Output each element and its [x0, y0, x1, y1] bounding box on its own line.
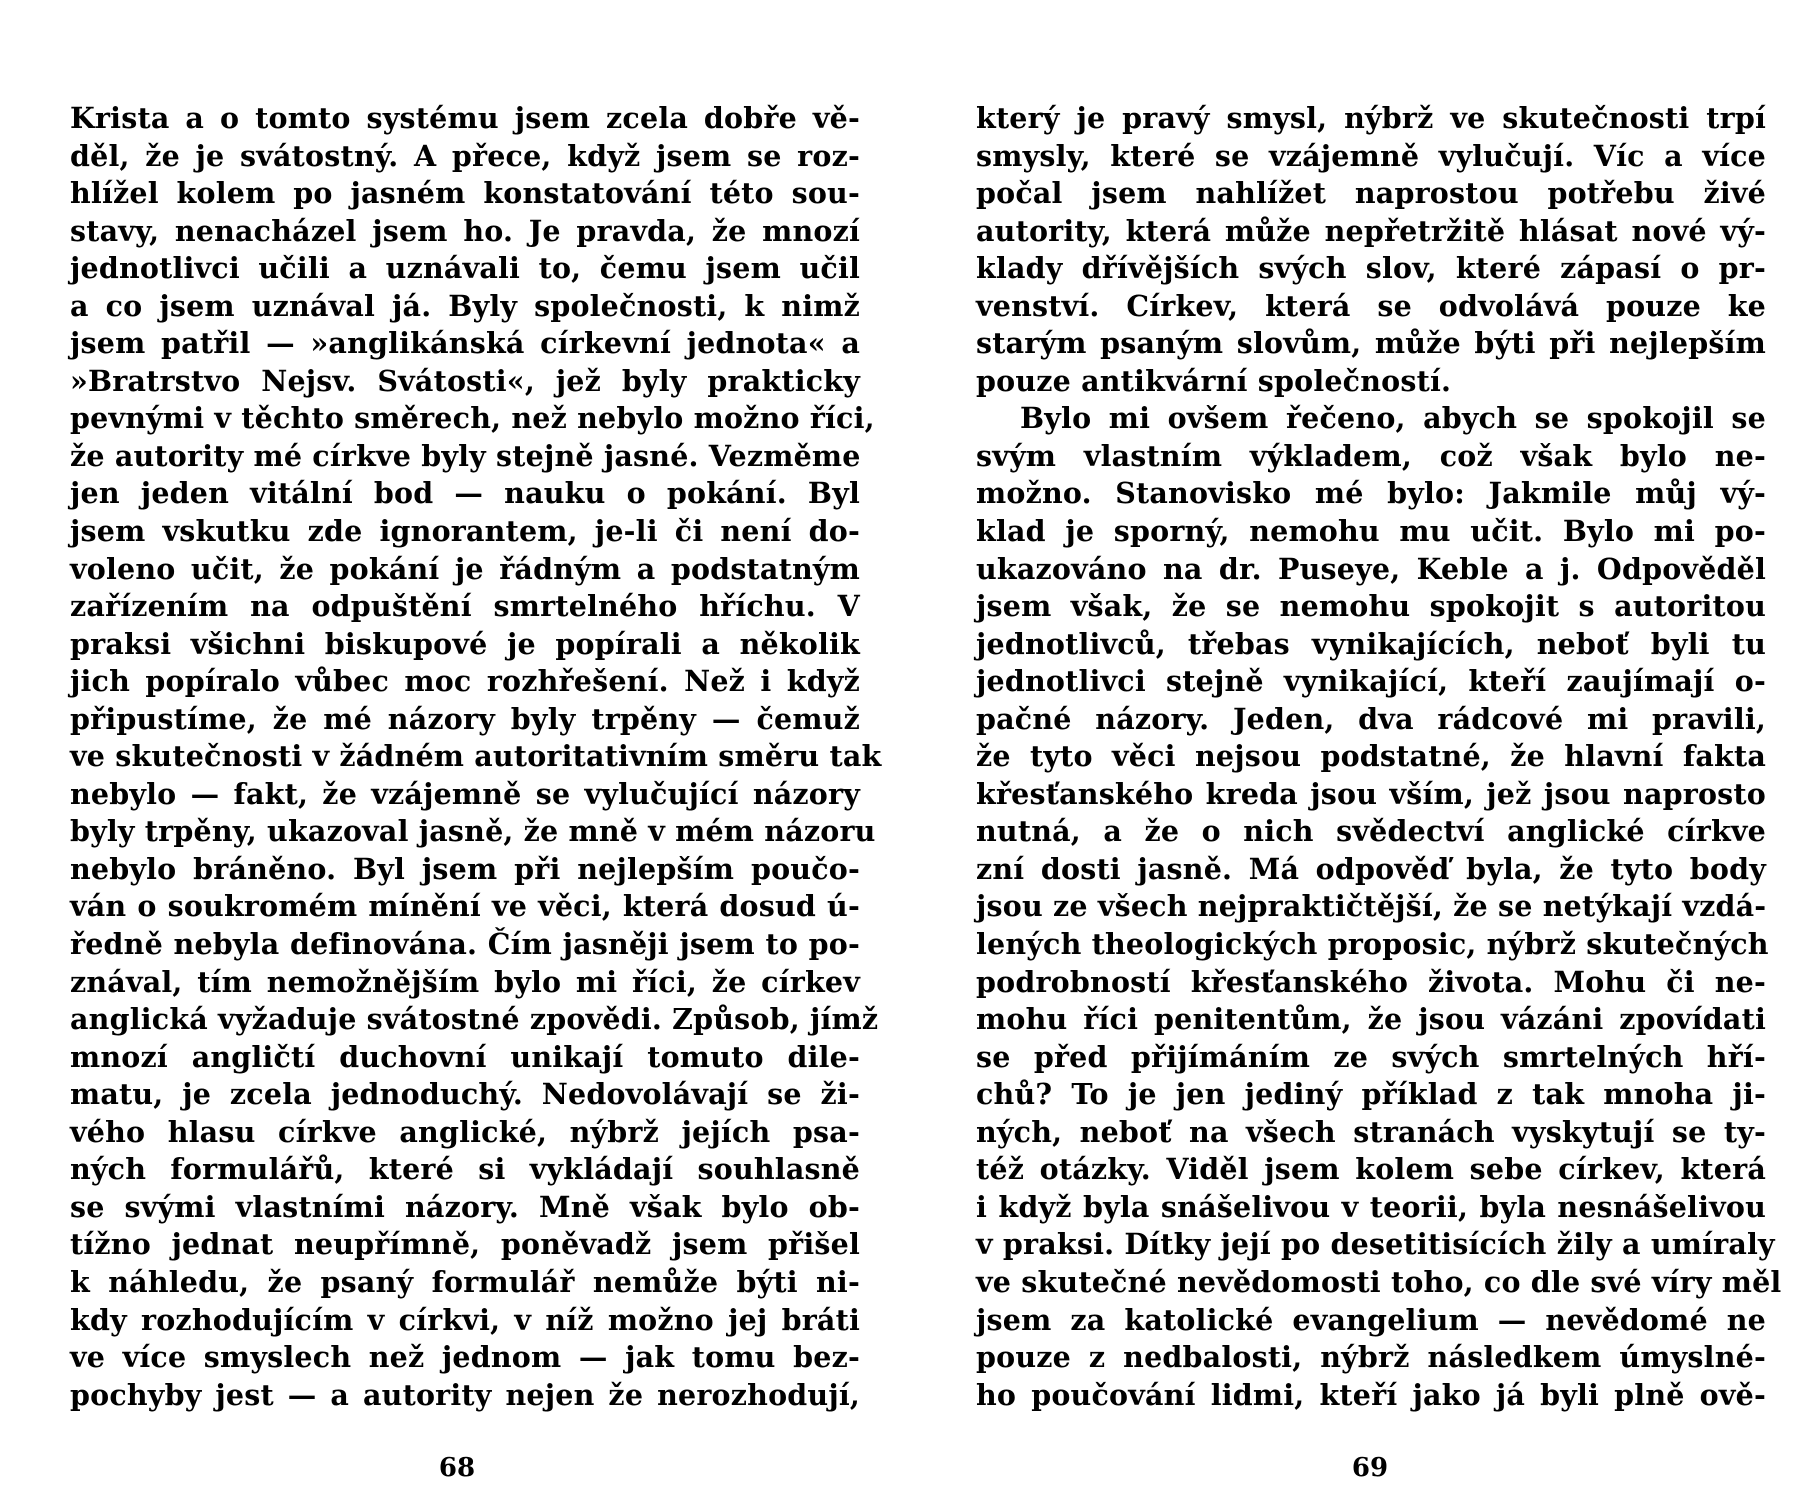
text-line: ných, neboť na všech stranách vyskytují se ty-	[976, 1114, 1766, 1149]
text-line: zařízením na odpuštění smrtelného hříchu. V	[70, 589, 860, 624]
text-line: »Bratrstvo Nejsv. Svátosti«, jež byly prakticky	[70, 363, 860, 398]
text-line: jsou ze všech nejpraktičtější, že se netýkají vzdá-	[976, 889, 1767, 924]
text-line: klad je sporný, nemohu mu učit. Bylo mi po-	[976, 514, 1766, 549]
text-line: připustíme, že mé názory byly trpěny — čemuž	[70, 701, 860, 736]
text-line: praksi všichni biskupové je popírali a několik	[70, 626, 860, 661]
text-line: ván o soukromém mínění ve věci, která dosud ú-	[70, 889, 860, 924]
text-line: že tyto věci nejsou podstatné, že hlavní fakta	[976, 739, 1766, 774]
right-page-text	[976, 100, 1782, 1414]
text-line: kdy rozhodujícím v církvi, v níž možno jej bráti	[70, 1302, 860, 1337]
text-line: Krista a o tomto systému jsem zcela dobře vě-	[70, 101, 860, 135]
text-line: podrobností křesťanského života. Mohu či ne-	[976, 964, 1766, 999]
text-line: svým vlastním výkladem, což však bylo ne-	[976, 438, 1766, 473]
text-line: možno. Stanovisko mé bylo: Jakmile můj vý-	[976, 476, 1766, 511]
text-line: pochyby jest — a autority nejen že nerozhodují,	[70, 1377, 860, 1412]
text-line: venství. Církev, která se odvolává pouze ke	[976, 288, 1766, 323]
text-line: jich popíralo vůbec moc rozhřešení. Než i když	[70, 664, 860, 699]
text-line: ve skutečné nevědomosti toho, co dle své víry měl	[976, 1264, 1782, 1299]
text-line: mnozí angličtí duchovní unikají tomuto dile-	[70, 1039, 860, 1074]
text-line: ředně nebyla definována. Čím jasněji jsem to po-	[70, 927, 860, 962]
text-line: anglická vyžaduje svátostné zpovědi. Způsob, jímž	[70, 1002, 879, 1037]
text-line: v praksi. Dítky její po desetitisících žily a umíraly	[976, 1227, 1775, 1262]
text-line: i když byla snášelivou v teorii, byla nesnášelivou	[976, 1189, 1766, 1224]
text-line: se před přijímáním ze svých smrtelných hří-	[976, 1039, 1766, 1074]
text-line: jednotlivců, třebas vynikajících, neboť byli tu	[976, 626, 1766, 661]
text-line: též otázky. Viděl jsem kolem sebe církev, která	[976, 1152, 1766, 1187]
text-line: děl, že je svátostný. A přece, když jsem se roz-	[70, 138, 860, 173]
text-line: ukazováno na dr. Puseye, Keble a j. Odpověděl	[976, 551, 1766, 586]
text-line: nutná, a že o nich svědectví anglické církve	[976, 814, 1766, 849]
text-line: voleno učit, že pokání je řádným a podstatným	[70, 551, 860, 586]
text-line: autority, která může nepřetržitě hlásat nové vý-	[976, 213, 1766, 248]
text-line: znával, tím nemožnějším bylo mi říci, že církev	[70, 964, 860, 999]
text-line: a co jsem uznával já. Byly společnosti, k nimž	[70, 288, 860, 323]
text-line: hlížel kolem po jasném konstatování této sou-	[70, 176, 860, 211]
text-line: vého hlasu církve anglické, nýbrž jejích psa-	[70, 1114, 860, 1149]
text-line: jednotlivci učili a uznávali to, čemu jsem učil	[70, 251, 860, 286]
text-line: ve skutečnosti v žádném autoritativním směru tak	[70, 739, 882, 774]
text-line: pouze z nedbalosti, nýbrž následkem úmyslné-	[976, 1340, 1766, 1375]
text-line: starým psaným slovům, může býti při nejlepším	[976, 326, 1766, 361]
text-line: že autority mé církve byly stejně jasné. Vezměme	[70, 438, 861, 473]
text-line: jsem za katolické evangelium — nevědomé ne	[976, 1302, 1766, 1337]
paragraph-end-line: pouze antikvární společností.	[976, 363, 1452, 398]
text-line: jsem patřil — »anglikánská církevní jednota« a	[70, 326, 860, 361]
text-line: se svými vlastními názory. Mně však bylo ob-	[70, 1189, 860, 1224]
left-page-number: 68	[438, 1453, 476, 1483]
text-line: lených theologických proposic, nýbrž skutečných	[976, 927, 1769, 962]
text-line: nebylo — fakt, že vzájemně se vylučující názory	[70, 776, 860, 811]
text-line: jen jeden vitální bod — nauku o pokání. Byl	[70, 476, 860, 511]
text-line: k náhledu, že psaný formulář nemůže býti ni-	[70, 1264, 860, 1299]
text-line: ho poučování lidmi, kteří jako já byli plně ově-	[976, 1377, 1766, 1412]
text-line: jsem však, že se nemohu spokojit s autoritou	[976, 589, 1766, 624]
left-page-text	[70, 100, 882, 1414]
text-line: tížno jednat neupřímně, poněvadž jsem přišel	[70, 1227, 860, 1262]
text-line: pačné názory. Jeden, dva rádcové mi pravili,	[976, 701, 1766, 736]
text-line: chů? To je jen jediný příklad z tak mnoha ji-	[976, 1077, 1766, 1112]
text-line: zní dosti jasně. Má odpověď byla, že tyto body	[976, 851, 1766, 886]
right-page	[976, 100, 1782, 1414]
text-line: smysly, které se vzájemně vylučují. Víc a více	[976, 138, 1766, 173]
text-line: byly trpěny, ukazoval jasně, že mně v mém názoru	[70, 814, 876, 849]
right-page-number: 69	[1351, 1453, 1389, 1483]
left-page	[70, 100, 882, 1414]
text-line: matu, je zcela jednoduchý. Nedovolávají se ži-	[70, 1077, 860, 1112]
text-line: jednotlivci stejně vynikající, kteří zaujímají o-	[976, 664, 1766, 699]
text-line: ných formulářů, které si vykládají souhlasně	[70, 1152, 860, 1187]
text-line: klady dřívějších svých slov, které zápasí o pr-	[976, 251, 1766, 286]
text-line: mohu říci penitentům, že jsou vázáni zpovídati	[976, 1002, 1766, 1037]
text-line: ve více smyslech než jednom — jak tomu bez-	[70, 1340, 860, 1375]
text-line: pevnými v těchto směrech, než nebylo možno říci,	[70, 401, 875, 436]
paragraph-start-line: Bylo mi ovšem řečeno, abych se spokojil se	[1020, 401, 1766, 436]
text-line: nebylo bráněno. Byl jsem při nejlepším poučo-	[70, 851, 860, 886]
text-line: křesťanského kreda jsou vším, jež jsou naprosto	[976, 776, 1766, 811]
text-line: který je pravý smysl, nýbrž ve skutečnosti trpí	[976, 101, 1766, 135]
text-line: stavy, nenacházel jsem ho. Je pravda, že mnozí	[70, 213, 860, 248]
text-line: jsem vskutku zde ignorantem, je-li či není do-	[70, 514, 860, 549]
text-line: počal jsem nahlížet naprostou potřebu živé	[976, 176, 1766, 211]
